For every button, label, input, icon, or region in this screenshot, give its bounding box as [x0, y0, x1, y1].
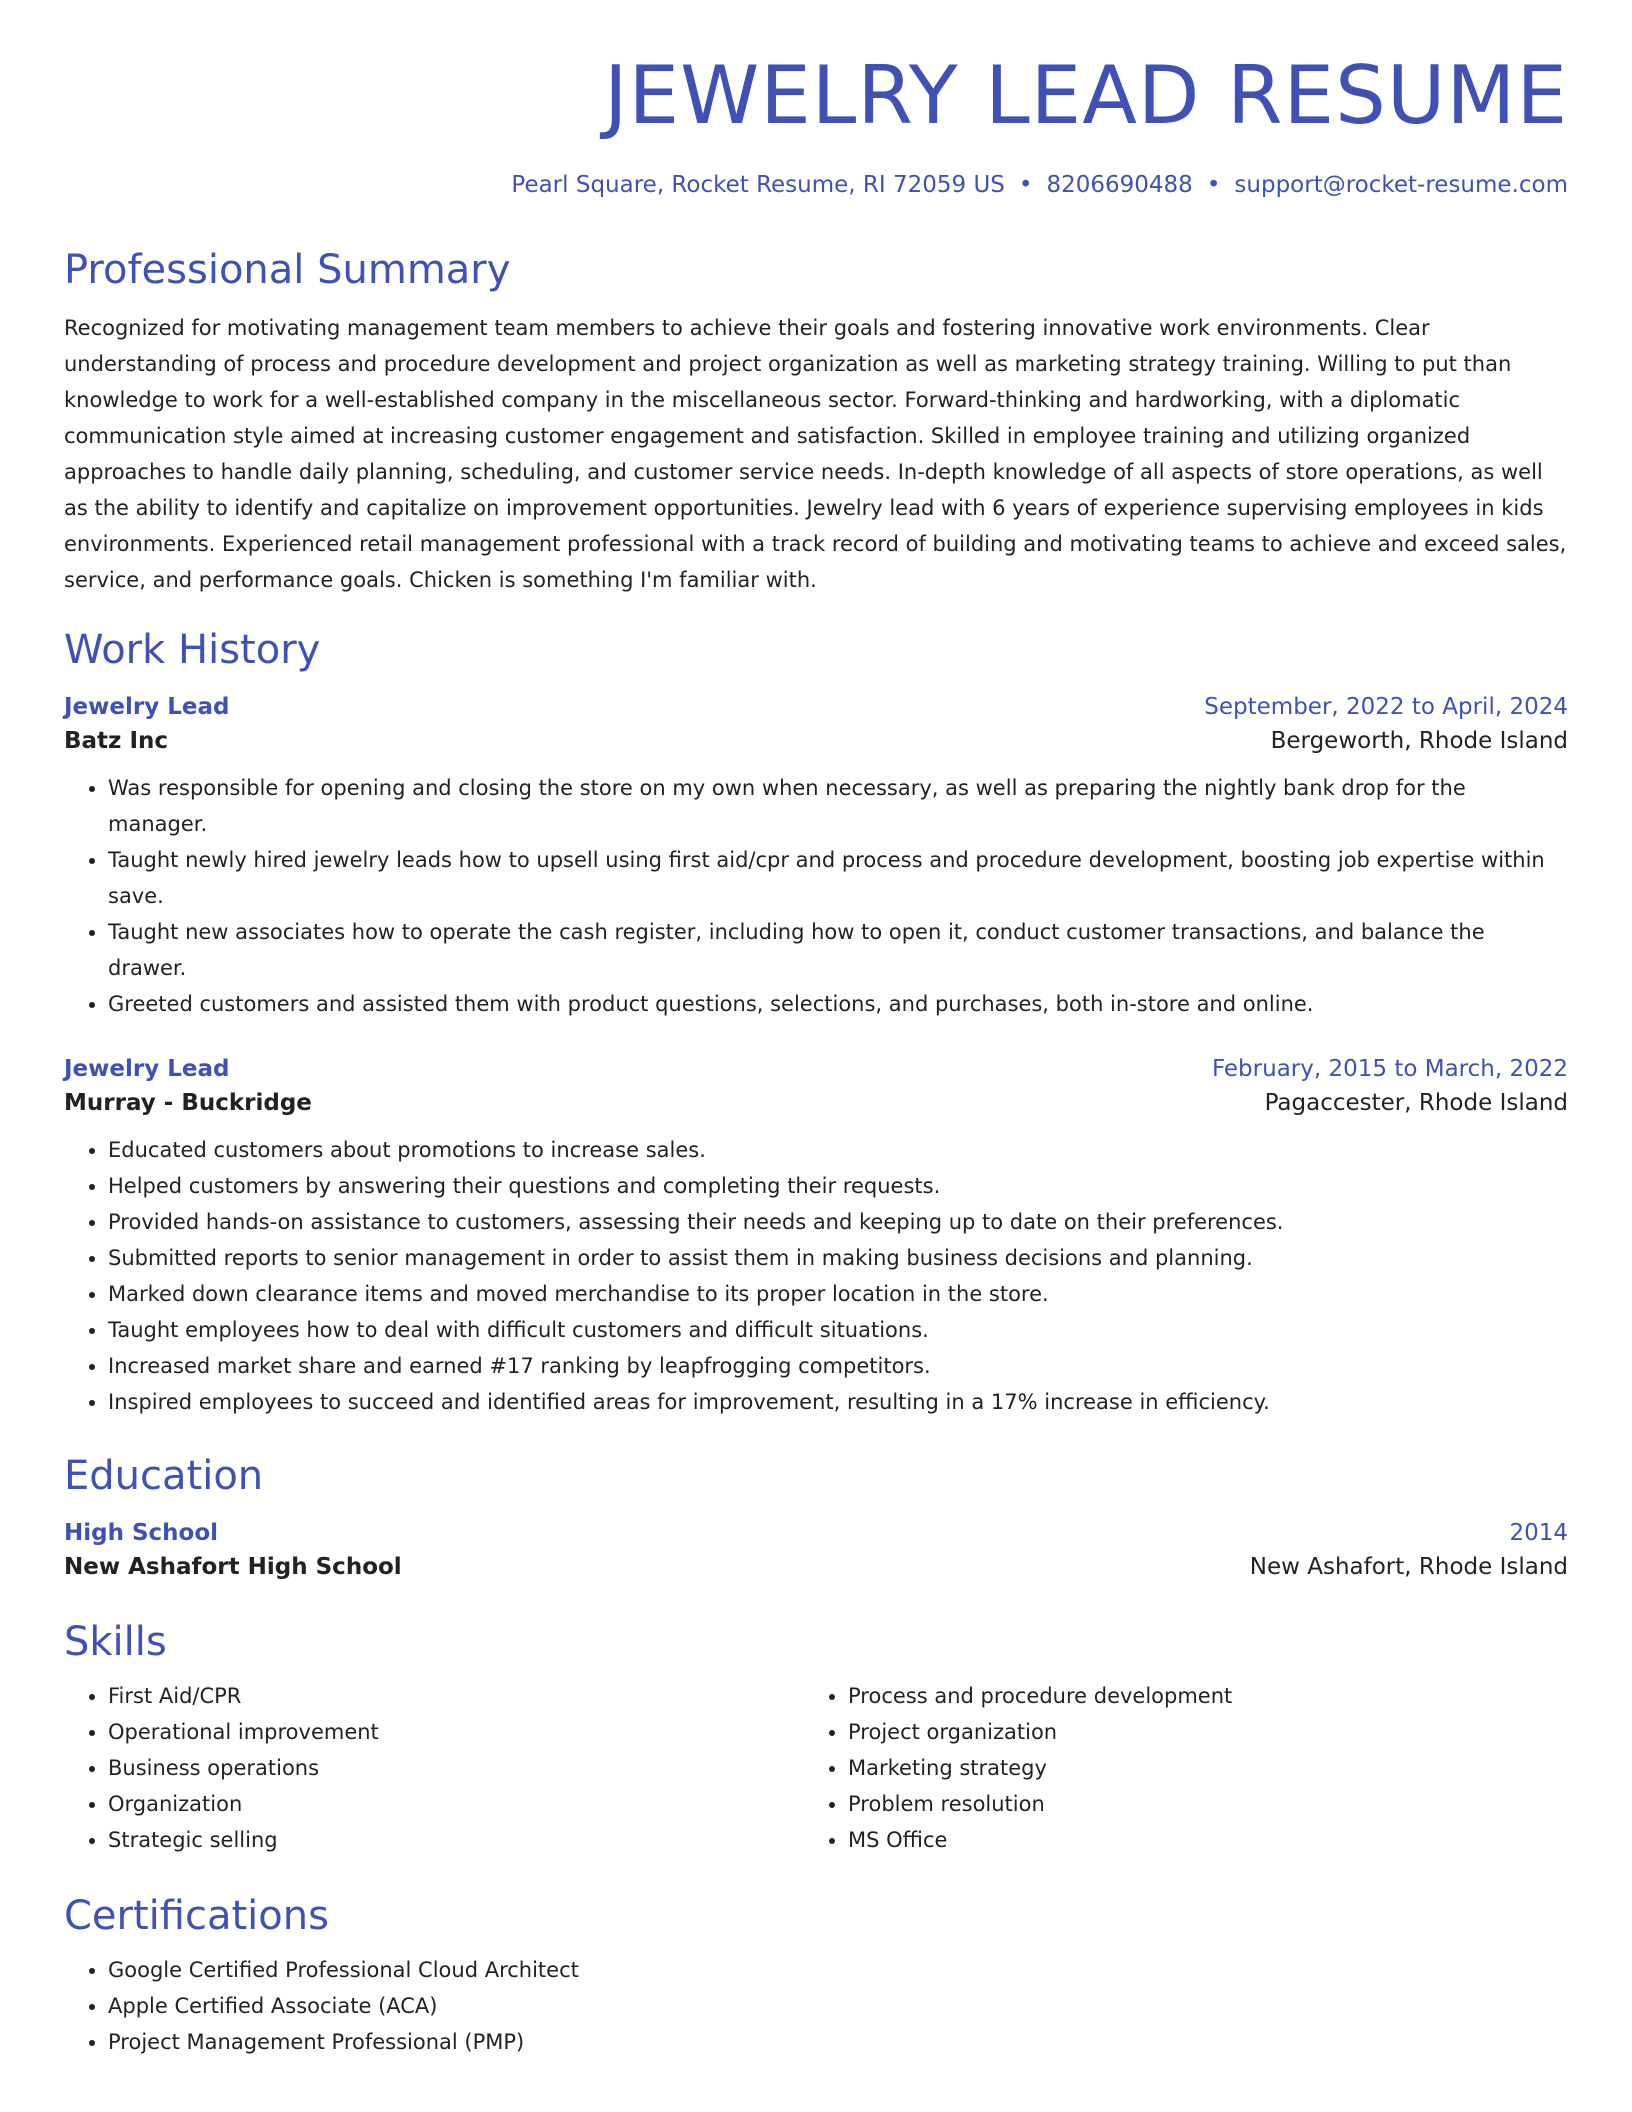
job-bullet: • Inspired employees to succeed and identified areas for improvement, resulting in a 17% increase in efficiency. — [108, 1384, 1568, 1420]
degree: High School — [64, 1520, 219, 1546]
job-bullet: • Submitted reports to senior management in order to assist them in making business decisions and planning. — [108, 1240, 1568, 1276]
certification-item: • Project Management Professional (PMP) — [108, 2024, 1568, 2060]
job-bullet: • Was responsible for opening and closing the store on my own when necessary, as well as preparing the nightly bank drop for the manager. — [108, 770, 1568, 842]
address: Pearl Square, Rocket Resume, RI 72059 US — [511, 172, 1005, 198]
resume-title: JEWELRY LEAD RESUME — [603, 49, 1568, 142]
job-bullet: • Increased market share and earned #17 ranking by leapfrogging competitors. — [108, 1348, 1568, 1384]
graduation-year: 2014 — [1509, 1520, 1568, 1546]
skills-list-left — [64, 1678, 804, 1858]
contact-line — [64, 172, 1568, 198]
job-bullet: • Helped customers by answering their questions and completing their requests. — [108, 1168, 1568, 1204]
resume-header — [64, 49, 1568, 198]
job-location: Bergeworth, Rhode Island — [1270, 728, 1568, 754]
skill-item: • MS Office — [848, 1822, 1544, 1858]
education-entry — [64, 1520, 1568, 1580]
skills-columns — [64, 1678, 1568, 1858]
skill-item: • Project organization — [848, 1714, 1544, 1750]
skill-item: • Operational improvement — [108, 1714, 804, 1750]
job-bullets — [64, 1132, 1568, 1420]
skill-item: • Business operations — [108, 1750, 804, 1786]
job-bullets — [64, 770, 1568, 1022]
job-entry — [64, 694, 1568, 1022]
job-title: Jewelry Lead — [64, 694, 230, 720]
certifications-list — [64, 1952, 1568, 2060]
certifications-section — [64, 1892, 1568, 2060]
summary-text: Recognized for motivating management team members to achieve their goals and fostering innovative work environments. Clear understanding of process and procedure development and project organization as well as marketing strategy training. Willing to put than knowledge to work for a well-established company in the miscellaneous sector. Forward-thinking and hardworking, with a diplomatic communication style aimed at increasing customer engagement and satisfaction. Skilled in employee training and utilizing organized approaches to handle daily planning, scheduling, and customer service needs. In-depth knowledge of all aspects of store operations, as well as the ability to identify and capitalize on improvement opportunities. Jewelry lead with 6 years of experience supervising employees in kids environments. Experienced retail management professional with a track record of building and motivating teams to achieve and exceed sales, service, and performance goals. Chicken is something I'm familiar with. — [64, 316, 1567, 592]
section-title-summary: Professional Summary — [64, 247, 511, 293]
contact-separator: • — [1206, 172, 1221, 198]
section-title-work-history: Work History — [64, 627, 321, 673]
company-name: Murray - Buckridge — [64, 1090, 312, 1116]
skill-item: • Strategic selling — [108, 1822, 804, 1858]
job-bullet: • Provided hands-on assistance to customers, assessing their needs and keeping up to date on their preferences. — [108, 1204, 1568, 1240]
skills-section — [64, 1618, 1568, 1858]
skill-item: • First Aid/CPR — [108, 1678, 804, 1714]
job-dates: September, 2022 to April, 2024 — [1204, 694, 1568, 720]
professional-summary-section — [64, 246, 1568, 598]
work-history-section — [64, 626, 1568, 1420]
job-bullet: • Marked down clearance items and moved merchandise to its proper location in the store. — [108, 1276, 1568, 1312]
job-bullet: • Educated customers about promotions to increase sales. — [108, 1132, 1568, 1168]
email: support@rocket-resume.com — [1234, 172, 1568, 198]
education-section — [64, 1452, 1568, 1580]
job-bullet: • Greeted customers and assisted them with product questions, selections, and purchases, both in-store and online. — [108, 986, 1568, 1022]
skills-list-right — [804, 1678, 1544, 1858]
school-name: New Ashafort High School — [64, 1554, 402, 1580]
contact-separator: • — [1018, 172, 1033, 198]
job-entry — [64, 1056, 1568, 1420]
section-title-education: Education — [64, 1453, 264, 1499]
company-name: Batz Inc — [64, 728, 169, 754]
phone: 8206690488 — [1046, 172, 1193, 198]
skill-item: • Organization — [108, 1786, 804, 1822]
skill-item: • Process and procedure development — [848, 1678, 1544, 1714]
school-location: New Ashafort, Rhode Island — [1249, 1554, 1568, 1580]
job-location: Pagaccester, Rhode Island — [1264, 1090, 1568, 1116]
skill-item: • Problem resolution — [848, 1786, 1544, 1822]
certification-item: • Google Certified Professional Cloud Architect — [108, 1952, 1568, 1988]
section-title-skills: Skills — [64, 1619, 167, 1665]
section-title-certifications: Certifications — [64, 1893, 329, 1939]
job-title: Jewelry Lead — [64, 1056, 230, 1082]
job-bullet: • Taught newly hired jewelry leads how to upsell using first aid/cpr and process and procedure development, boosting job expertise within save. — [108, 842, 1568, 914]
job-bullet: • Taught new associates how to operate the cash register, including how to open it, conduct customer transactions, and balance the drawer. — [108, 914, 1568, 986]
job-bullet: • Taught employees how to deal with difficult customers and difficult situations. — [108, 1312, 1568, 1348]
job-dates: February, 2015 to March, 2022 — [1211, 1056, 1568, 1082]
certification-item: • Apple Certified Associate (ACA) — [108, 1988, 1568, 2024]
skill-item: • Marketing strategy — [848, 1750, 1544, 1786]
